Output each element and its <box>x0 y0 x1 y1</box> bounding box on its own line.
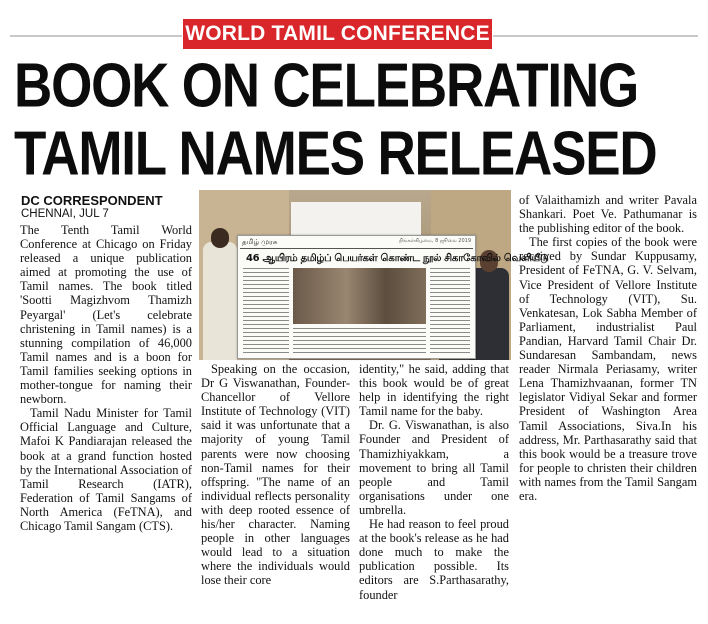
headline <box>14 52 694 189</box>
dateline: CHENNAI, JUL 7 <box>21 208 109 220</box>
headline-line-2: TAMIL NAMES RELEASED <box>14 119 657 189</box>
newspaper-clipping <box>237 235 549 359</box>
column-3-paragraph-2: Dr. G. Viswanathan, is also Founder and President of Thamizhiyakkam, a movement to bring all Tamil people and Tamil organisations under one umbrella. <box>359 418 509 517</box>
article-column-1 <box>20 223 192 533</box>
section-kicker: WORLD TAMIL CONFERENCE <box>183 19 492 49</box>
column-4-paragraph-1: of Valaithamizh and writer Pavala Shankari. Poet Ve. Pathumanar is the publishing editor of the book. <box>519 193 697 236</box>
column-1-paragraph-1: The Tenth Tamil World Conference at Chicago on Friday released a unique publication aimed at promoting the use of Tamil names. The book titled 'Sootti Magizhvom Thamizh Peyargal' (Let's celebrate christening in Tamil names) is a stunning compilation of 46,000 Tamil names and is a boon for Tamil families seeking options in mother-tongue for naming their newborn. <box>20 223 192 407</box>
clipping-masthead: தமிழ் முரசு <box>242 238 278 246</box>
column-3-paragraph-3: He had reason to feel proud at the book's release as he had done much to make the publication possible. Its editors are S.Parthasarathy, founder <box>359 517 509 602</box>
person-left-head <box>211 228 229 248</box>
top-rule-left <box>10 35 182 37</box>
column-4-paragraph-2: The first copies of the book were received by Sundar Kuppusamy, President of FeTNA, G. V. Selvam, Vice President of Vellore Institute of Technology (VIT), Su. Venkatesan, Lok Sabha Member of Parliament, industrialist Paul Pandian, Harvard Tamil Chair Dr. Sundaresan Sambandam, news reader Nirmala Periasamy, writer Lena Thamizhvaanan, former TN legislator Vidiyal Sekar and former President of Washington Area Tamil Associations, Siva.In his address, Mr. Parthasarathy said that this book would be a treasure trove for people to christen their children with names from the Tamil Sangam era. <box>519 235 697 503</box>
news-photo <box>199 190 549 360</box>
top-rule-right <box>493 35 698 37</box>
clipping-headline: 46 ஆயிரம் தமிழ்ப் பெயர்கள் கொண்ட நூல் சிகாகோவில் வெளியீடு <box>246 253 549 264</box>
column-3-paragraph-1: identity," he said, adding that this book would be of great help in identifying the right Tamil name for the baby. <box>359 362 509 419</box>
column-2-paragraph-1: Speaking on the occasion, Dr G Viswanathan, Founder-Chancellor of Vellore Institute of Technology (VIT) said it was unfortunate that a majority of young Tamil parents were now choosing non-Tamil names for their offspring. "The name of an individual reflects personality with deep rooted essence of his/her character. Naming people in other languages would lead to a situation where the individuals would lose their core <box>201 362 350 588</box>
clipping-rule <box>240 248 473 249</box>
clipping-text-right <box>430 268 470 354</box>
clipping-text-bottom <box>293 328 426 354</box>
byline: DC CORRESPONDENT <box>21 193 163 208</box>
clipping-text-left <box>243 268 289 354</box>
clipping-photo <box>293 268 426 324</box>
clipping-date: திங்கள்கிழமை, 8 ஜூலை 2019 <box>398 238 471 244</box>
person-left <box>203 242 237 360</box>
article-column-3 <box>359 362 509 602</box>
headline-line-1: BOOK ON CELEBRATING <box>14 50 638 121</box>
column-1-paragraph-2: Tamil Nadu Minister for Tamil Official Language and Culture, Mafoi K Pandiarajan released the book at a grand function hosted by the International Association of Tamil Research (IATR), Federation of Tamil Sangams of North America (FeTNA), and Chicago Tamil Sangam (CTS). <box>20 406 192 533</box>
article-column-4 <box>519 193 697 503</box>
article-column-2 <box>201 362 350 588</box>
